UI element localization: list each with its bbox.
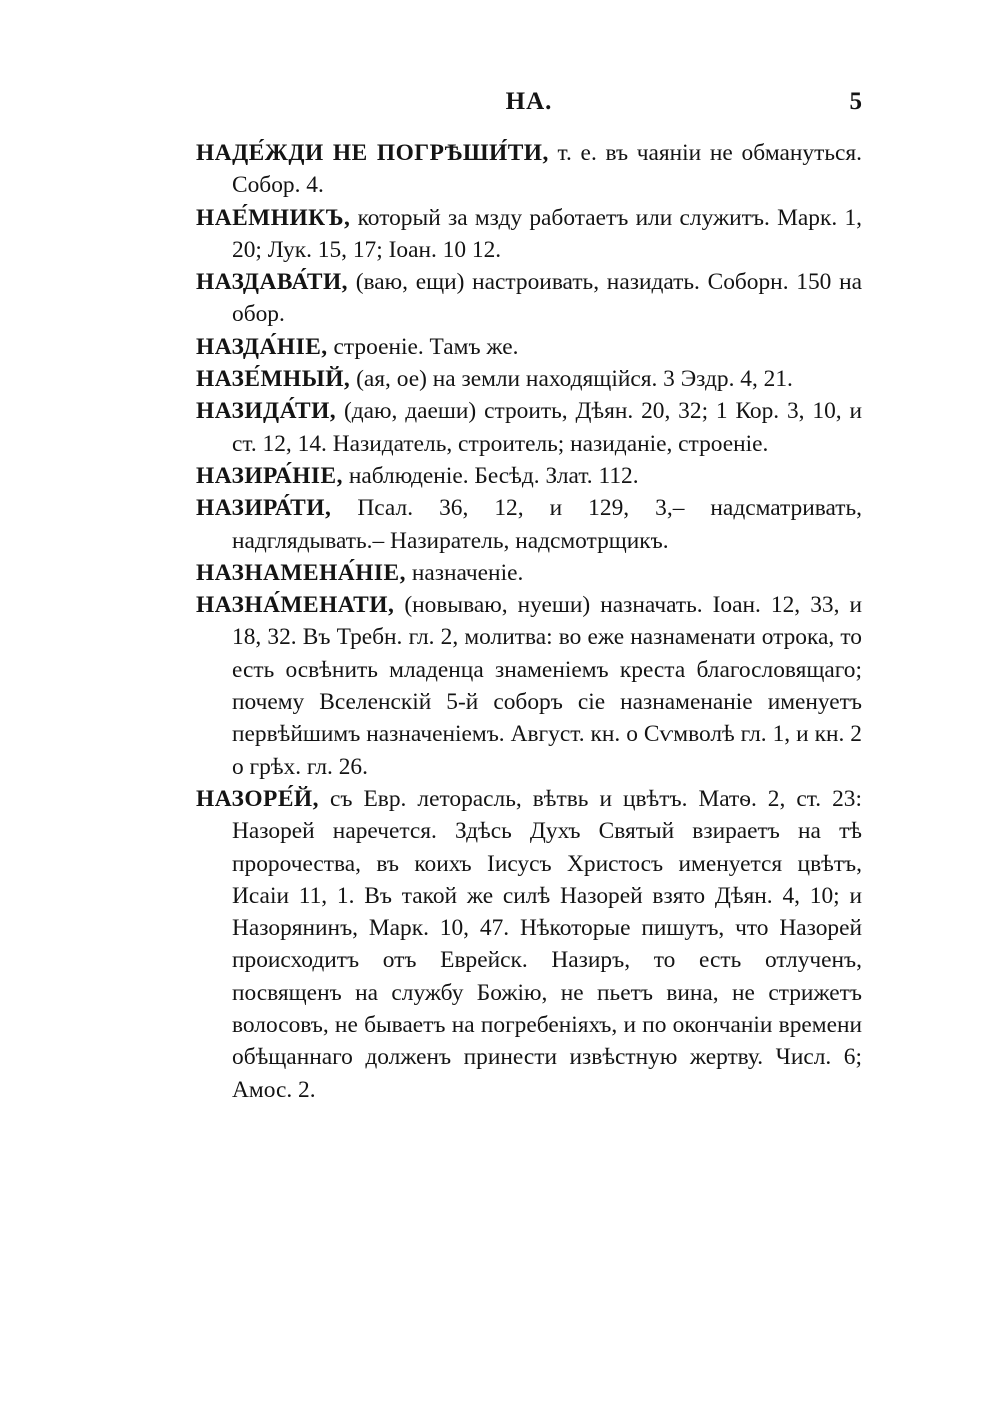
- dictionary-entries: [196, 137, 862, 1106]
- dictionary-entry: [196, 331, 862, 363]
- entry-headword: НАЕ́МНИКЪ,: [196, 204, 351, 231]
- entry-headword: НАДЕ́ЖДИ НЕ ПОГРѢШИ́ТИ,: [196, 140, 549, 166]
- entry-headword: НАЗИРА́ТИ,: [196, 495, 332, 522]
- entry-headword: НАЗНА́МЕНАТИ,: [196, 592, 395, 619]
- entry-headword: НАЗЕ́МНЫЙ,: [196, 366, 351, 393]
- entry-definition: (ваю, ещи) настроивать, назидать. Соборн. 150 на обор.: [232, 269, 862, 328]
- dictionary-entry: [196, 783, 862, 1106]
- entry-headword: НАЗДАВА́ТИ,: [196, 269, 349, 296]
- entry-definition: который за мзду работаетъ или служитъ. Марк. 1, 20; Лук. 15, 17; Іоан. 10 12.: [232, 204, 862, 263]
- dictionary-entry: [196, 266, 862, 331]
- dictionary-entry: [196, 460, 862, 492]
- entry-definition: (даю, даеши) строить, Дѣян. 20, 32; 1 Кор. 3, 10, и ст. 12, 14. Назидатель, строитель; назиданіе, строеніе.: [232, 398, 862, 457]
- dictionary-entry: [196, 395, 862, 460]
- entry-headword: НАЗИРА́НІЕ,: [196, 462, 343, 489]
- page-header: [196, 88, 862, 128]
- running-head: НА.: [505, 88, 553, 115]
- entry-definition: съ Евр. леторасль, вѣтвь и цвѣтъ. Матѳ. 2, ст. 23: Назорей наречется. Здѣсь Духъ Святый взираетъ на тѣ пророчества, въ коихъ Іисусъ Христосъ именуется цвѣтъ, Исаіи 11, 1. Въ такой же силѣ Назорей взято Дѣян. 4, 10; и Назорянинъ, Марк. 10, 47. Нѣкоторые пишутъ, что Назорей происходитъ отъ Еврейск. Назиръ, то есть отлученъ, посвященъ на службу Божію, не пьетъ вина, не стрижетъ волосовъ, не бываетъ на погребеніяхъ, и по окончаніи времени обѣщаннаго долженъ принести извѣстную жертву. Числ. 6; Амос. 2.: [232, 785, 862, 1103]
- dictionary-entry: [196, 363, 862, 395]
- page-number: 5: [849, 88, 862, 115]
- entry-headword: НАЗДА́НІЕ,: [196, 333, 328, 360]
- dictionary-entry: [196, 589, 862, 783]
- dictionary-entry: [196, 202, 862, 267]
- entry-definition: строеніе. Тамъ же.: [333, 333, 519, 360]
- entry-headword: НАЗИДА́ТИ,: [196, 398, 337, 425]
- entry-definition: (ая, ое) на земли находящійся. 3 Эздр. 4, 21.: [356, 366, 793, 393]
- entry-headword: НАЗНАМЕНА́НІЕ,: [196, 559, 406, 586]
- dictionary-entry: [196, 137, 862, 202]
- dictionary-entry: [196, 557, 862, 589]
- entry-headword: НАЗОРЕ́Й,: [196, 785, 319, 812]
- entry-definition: наблюденіе. Бесѣд. Злат. 112.: [348, 462, 639, 489]
- entry-definition: Псал. 36, 12, и 129, 3,– надсматривать, надглядывать.– Назиратель, надсмотрщикъ.: [232, 495, 862, 554]
- dictionary-entry: [196, 492, 862, 557]
- entry-definition: назначеніе.: [411, 559, 524, 586]
- entry-definition: (новываю, нуеши) назначать. Іоан. 12, 33, и 18, 32. Въ Требн. гл. 2, молитва: во еже назнаменати отрока, то есть освѣнить младенца знаменіемъ креста благословящаго; почему Вселенскій 5-й соборъ сіе назнаменаніе именуетъ первѣйшимъ назначеніемъ. Август. кн. о Сѵмволѣ гл. 1, и кн. 2 о грѣх. гл. 26.: [232, 592, 862, 780]
- entry-definition: т. е. въ чаяніи не обмануться. Собор. 4.: [232, 140, 862, 199]
